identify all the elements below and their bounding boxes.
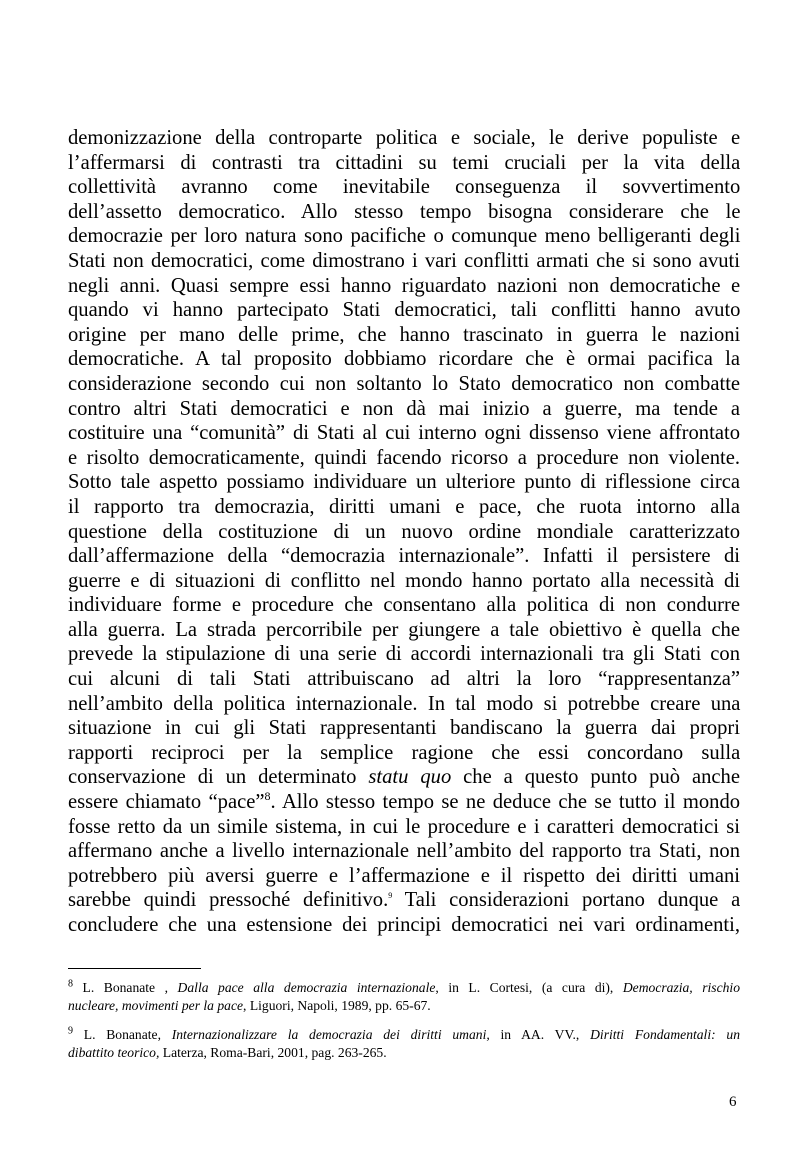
- text-line: nell’ambito della politica internazionale. In tal modo si potrebbe creare una: [68, 692, 741, 715]
- footnote-line: [68, 979, 740, 997]
- footnote-9: [68, 1026, 740, 1062]
- text-line: prevede la stipulazione di una serie di accordi internazionali tra gli Stati con: [68, 643, 740, 666]
- text-line: cui alcuni di tali Stati attribuiscano ad altri la loro “rappresentanza”: [68, 668, 740, 691]
- body-text: [68, 126, 740, 938]
- text-line: [68, 888, 740, 913]
- text-line: democrazie per loro natura sono pacifiche o comunque meno belligeranti degli: [68, 225, 741, 248]
- text-line: Sotto tale aspetto possiamo individuare un ulteriore punto di riflessione circa: [68, 471, 740, 494]
- text-line: demonizzazione della controparte politica e sociale, le derive populiste e: [68, 127, 741, 149]
- text-line: contro altri Stati democratici e non dà mai inizio a guerre, ma tende a: [68, 397, 740, 420]
- text-line: origine per mano delle prime, che hanno trascinato in guerra le nazioni: [68, 323, 741, 346]
- text-segment: conservazione di un determinato: [68, 766, 369, 789]
- text-line: negli anni. Quasi sempre essi hanno riguardato nazioni non democratiche e: [68, 274, 741, 297]
- text-line: alla guerra. La strada percorribile per giungere a tale obiettivo è quella che: [68, 618, 740, 641]
- footnote-8: [68, 979, 740, 1015]
- footnote-title: Democrazia, rischio: [622, 980, 740, 995]
- footnote-title: Diritti Fondamentali: un: [590, 1027, 740, 1042]
- footnote-text: in AA. VV.,: [489, 1027, 591, 1042]
- text-line: individuare forme e procedure che consentano alla politica di non condurre: [68, 594, 740, 617]
- footnote-text: L. Bonanate,: [73, 1027, 172, 1042]
- footnote-text: , in L. Cortesi, (a cura di),: [435, 980, 623, 995]
- footnote-line: [68, 997, 740, 1015]
- text-line: questione della costituzione di un nuovo ordine mondiale caratterizzato: [68, 520, 740, 543]
- footnote-title: Internazionalizzare la democrazia dei diritti umani,: [171, 1027, 490, 1042]
- footnote-text: L. Bonanate ,: [73, 980, 178, 995]
- text-segment: che a questo punto può anche: [451, 766, 740, 789]
- text-line: il rapporto tra democrazia, diritti umani e pace, che ruota intorno alla: [68, 495, 740, 518]
- text-line: quando vi hanno partecipato Stati democratici, tali conflitti hanno avuto: [68, 299, 741, 322]
- text-line: [68, 790, 740, 815]
- text-segment: Tali considerazioni portano dunque a: [392, 889, 741, 912]
- text-segment: . Allo stesso tempo se ne deduce che se tutto il mondo: [270, 791, 741, 814]
- footnote-text: , Liguori, Napoli, 1989, pp. 65-67.: [243, 998, 431, 1013]
- text-line: affermano anche a livello internazionale nell’ambito del rapporto tra Stati, non: [68, 840, 740, 863]
- footnote-separator: [68, 968, 201, 969]
- footnote-ref-9[interactable]: 9: [388, 891, 393, 901]
- text-line: [68, 765, 740, 790]
- text-line: democratiche. A tal proposito dobbiamo ricordare che è ormai pacifica la: [68, 348, 740, 371]
- footnote-ref-8[interactable]: 8: [264, 789, 271, 804]
- page-number: 6: [729, 1094, 737, 1110]
- text-line: situazione in cui gli Stati rappresentanti bandiscano la guerra dai propri: [68, 717, 740, 740]
- footnote-number: 8: [68, 978, 73, 990]
- text-line: considerazione secondo cui non soltanto lo Stato democratico non combatte: [68, 372, 741, 395]
- footnote-line: [68, 1044, 740, 1062]
- text-line: costituire una “comunità” di Stati al cui interno ogni dissenso viene affrontato: [68, 422, 740, 445]
- text-segment: essere chiamato “pace”: [68, 791, 265, 814]
- footnote-title: Dalla pace alla democrazia internazionale: [177, 980, 436, 995]
- italic-term: statu quo: [368, 766, 452, 789]
- footnote-title: nucleare, movimenti per la pace: [68, 998, 244, 1013]
- footnote-line: [68, 1026, 740, 1044]
- footnote-title: dibattito teorico,: [68, 1045, 160, 1060]
- text-line: l’affermarsi di contrasti tra cittadini su temi cruciali per la vita della: [68, 151, 741, 174]
- text-line: collettività avranno come inevitabile conseguenza il sovvertimento: [68, 176, 741, 199]
- text-line: Stati non democratici, come dimostrano i vari conflitti armati che si sono avuti: [68, 249, 740, 272]
- text-line: dall’affermazione della “democrazia internazionale”. Infatti il persistere di: [68, 545, 740, 568]
- text-line: dell’assetto democratico. Allo stesso tempo bisogna considerare che le: [68, 200, 741, 223]
- text-line: concludere che una estensione dei principi democratici nei vari ordinamenti,: [68, 914, 741, 936]
- footnote-text: Laterza, Roma-Bari, 2001, pag. 263-265.: [159, 1045, 387, 1060]
- footnote-number: 9: [68, 1025, 73, 1037]
- text-line: e risolto democraticamente, quindi facendo ricorso a procedure non violente.: [68, 446, 741, 469]
- text-segment: sarebbe quindi pressoché definitivo.: [68, 889, 389, 912]
- text-line: fosse retto da un simile sistema, in cui le procedure e i caratteri democratici si: [68, 815, 741, 838]
- text-line: rapporti reciproci per la semplice ragione che essi concordano sulla: [68, 741, 741, 764]
- text-line: guerre e di situazioni di conflitto nel mondo hanno portato alla necessità di: [68, 569, 740, 592]
- text-line: potrebbero più aversi guerre e l’affermazione e il rispetto dei diritti umani: [68, 864, 740, 887]
